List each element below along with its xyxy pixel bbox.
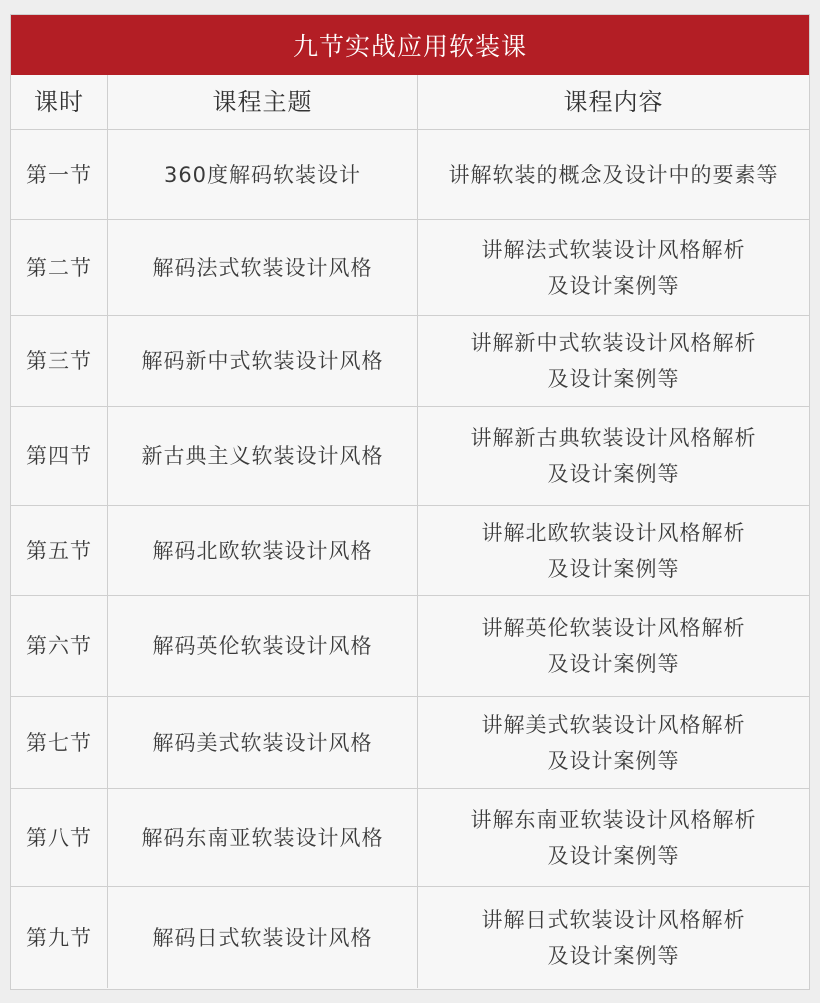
content-line: 讲解日式软装设计风格解析: [481, 907, 746, 932]
lesson-cell: 第九节: [11, 887, 108, 988]
content-line: 讲解美式软装设计风格解析: [481, 712, 746, 737]
content-cell: [418, 130, 809, 220]
content-line: 及设计案例等: [547, 943, 680, 968]
content-line: 及设计案例等: [547, 748, 680, 773]
content-line: 讲解新中式软装设计风格解析: [470, 331, 757, 355]
content-cell: [418, 316, 809, 407]
topic-cell: 360度解码软装设计: [108, 130, 418, 220]
content-cell: [418, 887, 809, 988]
table-title: 九节实战应用软装课: [11, 15, 809, 75]
topic-cell: 解码北欧软装设计风格: [108, 506, 418, 596]
header-lesson: 课时: [11, 75, 108, 130]
content-line: 讲解东南亚软装设计风格解析: [470, 807, 757, 832]
content-cell: [418, 506, 809, 596]
lesson-cell: 第四节: [11, 407, 108, 506]
content-cell: [418, 407, 809, 506]
content-cell: [418, 596, 809, 697]
lesson-cell: 第六节: [11, 596, 108, 697]
topic-cell: 解码日式软装设计风格: [108, 887, 418, 988]
table-grid: [11, 75, 809, 988]
content-line: 及设计案例等: [547, 367, 680, 391]
content-cell: [418, 789, 809, 887]
content-line: 及设计案例等: [547, 652, 680, 676]
lesson-cell: 第八节: [11, 789, 108, 887]
header-content: 课程内容: [418, 75, 809, 130]
topic-cell: 解码法式软装设计风格: [108, 220, 418, 316]
lesson-cell: 第一节: [11, 130, 108, 220]
lesson-cell: 第二节: [11, 220, 108, 316]
course-table: [10, 14, 810, 990]
topic-cell: 解码美式软装设计风格: [108, 697, 418, 789]
content-line: 讲解法式软装设计风格解析: [481, 237, 746, 262]
content-cell: [418, 220, 809, 316]
topic-cell: 解码东南亚软装设计风格: [108, 789, 418, 887]
content-line: 及设计案例等: [547, 273, 680, 298]
lesson-cell: 第五节: [11, 506, 108, 596]
content-line: 及设计案例等: [547, 843, 680, 868]
content-line: 讲解新古典软装设计风格解析: [470, 426, 757, 450]
topic-cell: 解码新中式软装设计风格: [108, 316, 418, 407]
content-line: 讲解软装的概念及设计中的要素等: [448, 162, 779, 187]
content-line: 讲解英伦软装设计风格解析: [481, 616, 746, 640]
topic-cell: 解码英伦软装设计风格: [108, 596, 418, 697]
content-cell: [418, 697, 809, 789]
content-line: 讲解北欧软装设计风格解析: [481, 520, 746, 545]
lesson-cell: 第三节: [11, 316, 108, 407]
lesson-cell: 第七节: [11, 697, 108, 789]
content-line: 及设计案例等: [547, 556, 680, 581]
content-line: 及设计案例等: [547, 462, 680, 486]
header-topic: 课程主题: [108, 75, 418, 130]
topic-cell: 新古典主义软装设计风格: [108, 407, 418, 506]
